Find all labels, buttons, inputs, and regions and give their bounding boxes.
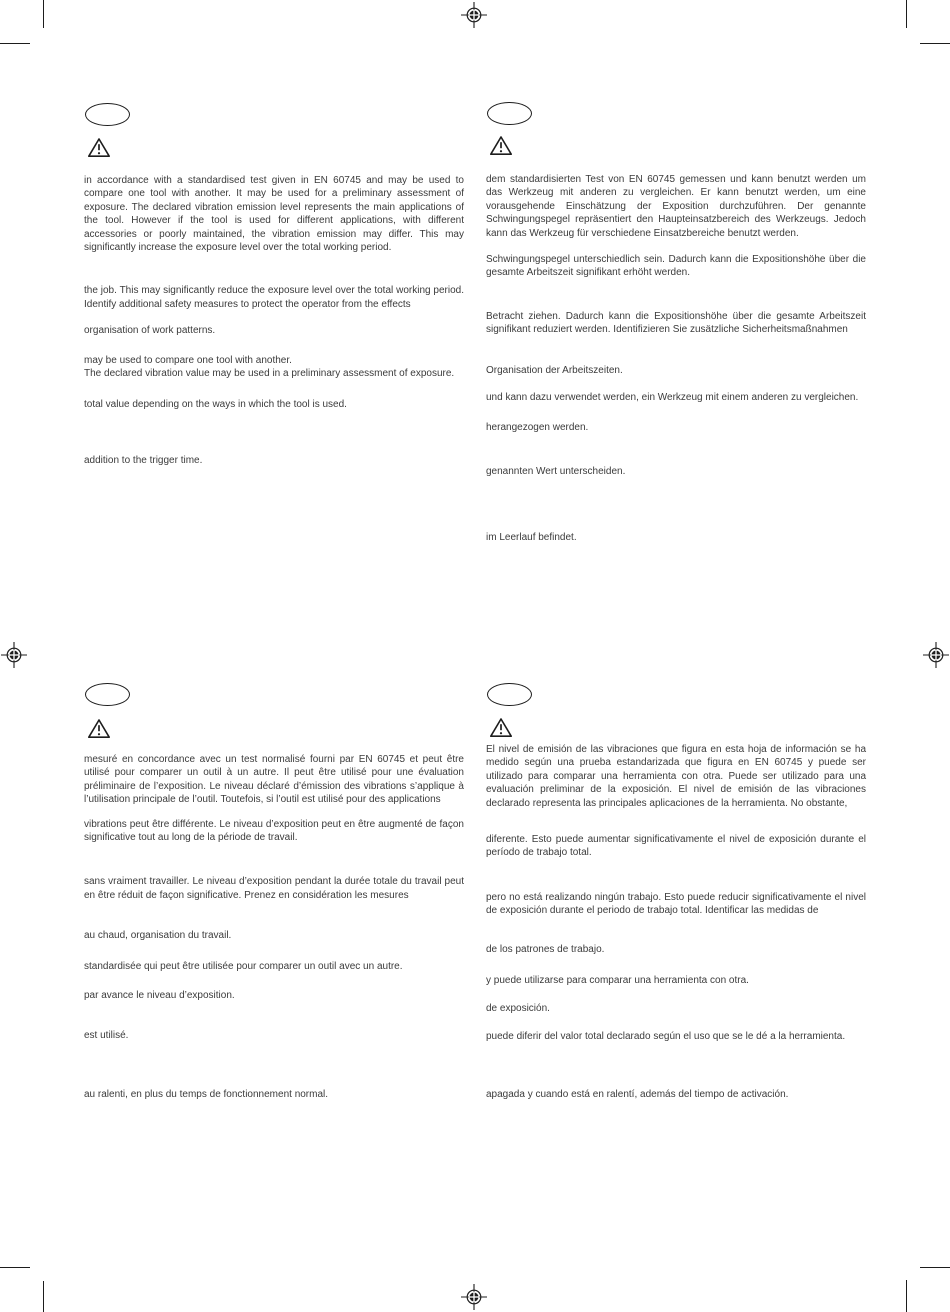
paragraph: est utilisé. <box>84 1030 129 1042</box>
paragraph: addition to the trigger time. <box>84 454 203 466</box>
paragraph: standardisée qui peut être utilisée pour comparer un outil avec un autre. <box>84 960 403 972</box>
registration-mark-icon <box>0 641 28 669</box>
paragraph: im Leerlauf befindet. <box>486 532 577 544</box>
paragraph: total value depending on the ways in which the tool is used. <box>84 399 347 411</box>
paragraph: de exposición. <box>486 1003 550 1015</box>
crop-mark <box>920 1267 950 1268</box>
crop-mark <box>920 43 950 44</box>
crop-mark <box>906 1280 907 1312</box>
warning-triangle-icon <box>87 718 111 739</box>
paragraph: in accordance with a standardised test given in EN 60745 and may be used to compare one tool with another. It may be used for a preliminary assessment of exposure. The declared vibration emission level represents the main applications of the tool. However if the tool is used for different applications, with different accessories or poorly maintained, the vibration emission may differ. This may significantly increase the exposure level over the total working period. <box>84 175 464 254</box>
paragraph: au ralenti, en plus du temps de fonctionnement normal. <box>84 1088 329 1100</box>
paragraph: El nivel de emisión de las vibraciones que figura en esta hoja de información se ha medido según una prueba estandarizada que figura en EN 60745 y puede ser utilizado para comparar una herramienta con otra. Puede ser utilizado para una evaluación preliminar de la exposición. El nivel de emisión de las vibraciones declarado representa las principales aplicaciones de la herramienta. No obstante, <box>486 744 866 809</box>
crop-mark <box>0 43 30 44</box>
crop-mark <box>906 0 907 28</box>
warning-triangle-icon <box>87 137 111 158</box>
paragraph: puede diferir del valor total declarado según el uso que se le dé a la herramienta. <box>486 1030 846 1042</box>
text-block <box>486 743 866 1102</box>
oval-outline <box>85 683 130 706</box>
paragraph: may be used to compare one tool with another. <box>84 354 292 366</box>
paragraph: de los patrones de trabajo. <box>486 943 605 955</box>
text-block <box>486 173 866 545</box>
crop-mark <box>43 0 44 28</box>
text-block <box>84 174 464 467</box>
paragraph: sans vraiment travailler. Le niveau d’exposition pendant la durée totale du travail peut en être réduit de façon significative. Prenez en considération les mesures <box>84 876 464 901</box>
paragraph: the job. This may significantly reduce the exposure level over the total working period. Identify additional safety measures to protect the operator from the effects <box>84 285 464 310</box>
paragraph: vibrations peut être différente. Le niveau d’exposition peut en être augmenté de façon significative tout au long de la période de travail. <box>84 818 464 844</box>
crop-mark <box>0 1267 30 1268</box>
oval-outline <box>487 683 532 706</box>
warning-triangle-icon <box>489 717 513 738</box>
paragraph: y puede utilizarse para comparar una herramienta con otra. <box>486 975 749 987</box>
paragraph: apagada y cuando está en ralentí, además del tiempo de activación. <box>486 1089 789 1101</box>
crop-mark <box>43 1281 44 1312</box>
paragraph: dem standardisierten Test von EN 60745 gemessen und kann benutzt werden um das Werkzeug mit anderen zu vergleichen. Er kann benutzt werden, um eine vorausgehende Einschätzung der Exposition durchzuführen. Der genannte Schwingungspegel repräsentiert den Haupteinsatzbereich des Werkzeugs. Jedoch kann das Werkzeug für verschiedene Einsatzbereiche benutzt werden. <box>486 174 866 239</box>
paragraph: mesuré en concordance avec un test normalisé fourni par EN 60745 et peut être utilisé pour comparer un outil à un autre. Il peut être utilisé pour une évaluation préliminaire de l’exposition. Le niveau déclaré d’émission des vibrations s’applique à l’utilisation principale de l’outil. Toutefois, si l’outil est utilisé pour des applications <box>84 754 464 806</box>
registration-mark-icon <box>922 641 950 669</box>
paragraph: au chaud, organisation du travail. <box>84 930 232 942</box>
oval-outline <box>487 102 532 125</box>
oval-outline <box>85 103 130 126</box>
paragraph: herangezogen werden. <box>486 422 589 434</box>
paragraph: diferente. Esto puede aumentar significativamente el nivel de exposición durante el período de trabajo total. <box>486 834 866 859</box>
paragraph: The declared vibration value may be used in a preliminary assessment of exposure. <box>84 368 455 380</box>
paragraph: organisation of work patterns. <box>84 325 216 337</box>
paragraph: genannten Wert unterscheiden. <box>486 465 626 477</box>
paragraph: Betracht ziehen. Dadurch kann die Expositionshöhe über die gesamte Arbeitszeit signifikant reduziert werden. Identifizieren Sie zusätzliche Sicherheitsmaßnahmen <box>486 310 866 336</box>
text-block <box>84 753 464 1101</box>
paragraph: Schwingungspegel unterschiedlich sein. Dadurch kann die Expositionshöhe über die gesamte Arbeitszeit signifikant erhöht werden. <box>486 254 866 279</box>
warning-triangle-icon <box>489 135 513 156</box>
paragraph: und kann dazu verwendet werden, ein Werkzeug mit einem anderen zu vergleichen. <box>486 392 859 404</box>
paragraph: Organisation der Arbeitszeiten. <box>486 364 623 376</box>
registration-mark-icon <box>460 1 488 29</box>
paragraph: pero no está realizando ningún trabajo. Esto puede reducir significativamente el nivel de exposición durante el periodo de trabajo total. Identificar las medidas de <box>486 891 866 917</box>
registration-mark-icon <box>460 1283 488 1311</box>
paragraph: par avance le niveau d’exposition. <box>84 990 235 1002</box>
